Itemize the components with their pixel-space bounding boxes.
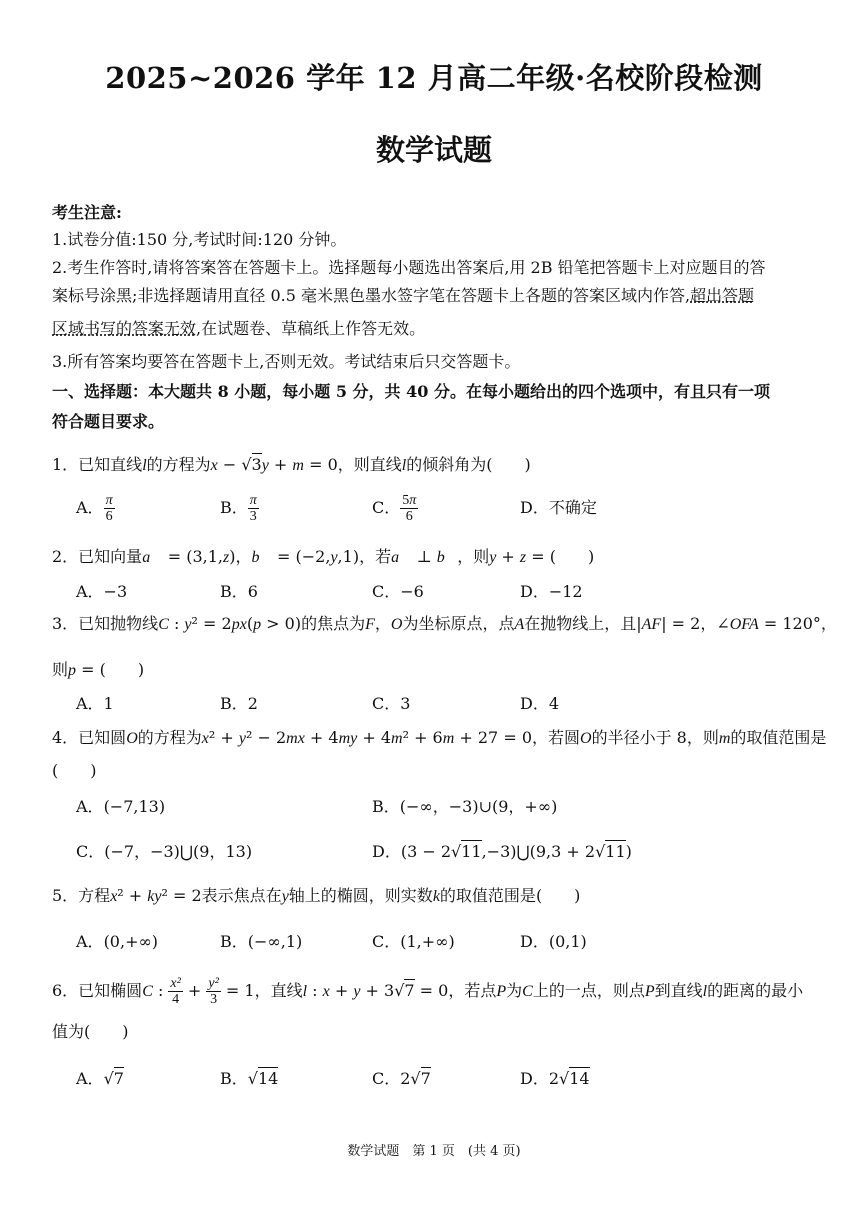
option-label: A． (76, 498, 104, 517)
option-text: (−7，−3)⋃(9，13) (104, 842, 253, 861)
question-text: ，若点 (448, 981, 497, 1000)
answer-blank: ( ) (99, 660, 145, 679)
question-text: ，若 (359, 547, 392, 566)
question-text: 值为 (52, 1022, 85, 1041)
option-label: C． (372, 1069, 401, 1088)
question-6-option-c: C．2√7 (372, 1069, 431, 1088)
question-2-stem: 2．已知向量a⃗ = (3,1,z)，b⃗ = (−2,y,1)，若a⃗ ⊥ b⃗，则y + z = ( ) (52, 547, 595, 566)
exam-subtitle: 数学试题 (375, 133, 492, 167)
question-text: ，则直线 (337, 455, 402, 474)
question-3-option-c: C．3 (372, 694, 411, 713)
option-label: B． (220, 932, 248, 951)
option-text: (1,+∞) (400, 932, 455, 951)
question-6-option-a: A．√7 (76, 1069, 124, 1088)
question-text: 2．已知向量 (52, 547, 143, 566)
answer-blank: ( ) (84, 1022, 129, 1041)
notice-item-2-line-2 (52, 286, 754, 306)
question-text: ，若圆 (532, 728, 581, 747)
question-1-option-a: A． $\frac{\pi}{6}$ (76, 493, 113, 524)
question-text: 的焦点为 (301, 614, 366, 633)
question-text: 则 (52, 660, 69, 679)
question-text: 4．已知圆 (52, 728, 127, 747)
question-text: 的取值范围是 (730, 728, 827, 747)
question-3-option-a: A．1 (76, 694, 114, 713)
notice-item-2-line-1: 2.考生作答时,请将答案答在答题卡上。选择题每小题选出答案后,用 2B 铅笔把答题卡上对应题目的答 (52, 258, 766, 277)
question-1-stem: 1．已知直线l的方程为x − √3y + m = 0，则直线l的倾斜角为( ) (52, 455, 531, 474)
option-label: B． (372, 797, 400, 816)
option-text: (−∞,1) (247, 932, 303, 951)
option-label: C． (372, 932, 401, 951)
option-label: D． (520, 498, 549, 517)
question-text: 到直线 (654, 981, 703, 1000)
question-5-option-d (520, 932, 587, 952)
option-text: (−7,13) (103, 797, 166, 816)
option-label: D． (520, 932, 549, 951)
question-5-option-a (76, 932, 158, 952)
question-4-answer-blank: ( ) (52, 761, 97, 780)
question-4-option-a (76, 797, 165, 817)
notice-heading: 考生注意: (52, 203, 122, 222)
question-6-stem-line-2 (52, 1022, 129, 1042)
notice-item-2-line-3-text: ,在试题卷、草稿纸上作答无效。 (196, 319, 426, 338)
question-text: 为坐标原点，点 (402, 614, 515, 633)
option-label: D． (372, 842, 401, 861)
question-3-stem-line-2: 则p = ( ) (52, 660, 145, 679)
question-text: 5．方程 (52, 886, 111, 905)
question-5-stem: 5．方程x² + ky² = 2表示焦点在y轴上的椭圆，则实数k的取值范围是( ) (52, 886, 581, 905)
option-label: C． (372, 498, 401, 517)
question-text: 的方程为 (146, 455, 211, 474)
option-label: D． (520, 1069, 549, 1088)
notice-item-1: 1.试卷分值:150 分,考试时间:120 分钟。 (52, 230, 347, 249)
option-label: A． (76, 932, 104, 951)
question-text: 在抛物线上，且 (524, 614, 637, 633)
option-text: (0,1) (548, 932, 587, 951)
option-text: (−∞，−3)∪(9，+∞) (399, 797, 558, 816)
notice-emphasis-text: 超出答题 (690, 286, 755, 305)
question-1-option-c: C． $\frac{5\pi}{6}$ (372, 493, 417, 524)
notice-item-2-line-2-text: 案标号涂黑;非选择题请用直径 0.5 毫米黑色墨水签字笔在答题卡上各题的答案区域内作答, (52, 286, 691, 305)
question-text: 表示焦点在 (201, 886, 282, 905)
question-text: 的半径小于 8，则 (591, 728, 719, 747)
option-label: B． (220, 1069, 248, 1088)
option-label: A． (76, 1069, 104, 1088)
question-3-stem: 3．已知抛物线C : y² = 2px(p > 0)的焦点为F，O为坐标原点，点A在抛物线上，且|AF| = 2，∠OFA = 120°， (52, 614, 837, 633)
question-2-option-c: C．−6 (372, 582, 424, 601)
section-1-heading-line-2: 符合题目要求。 (52, 412, 165, 431)
question-text: ，则 (457, 547, 490, 566)
question-2-option-b: B．6 (220, 582, 258, 601)
answer-blank: ( ) (535, 886, 581, 905)
question-text: 1．已知直线 (52, 455, 143, 474)
question-4-option-c (76, 842, 252, 862)
question-3-option-d: D．4 (520, 694, 560, 713)
question-4-option-b (372, 797, 557, 817)
notice-emphasis-text-2: 区域书写的答案无效 (52, 319, 197, 338)
question-text: 的距离的最小 (707, 981, 804, 1000)
question-2-option-d: D．−12 (520, 582, 583, 601)
question-2-option-a: A．−3 (76, 582, 128, 601)
question-4-option-d: D．(3 − 2√11,−3)⋃(9,3 + 2√11) (372, 842, 632, 861)
option-text: 不确定 (548, 498, 597, 517)
question-text: 轴上的椭圆，则实数 (288, 886, 433, 905)
question-6-option-d: D．2√14 (520, 1069, 590, 1088)
question-4-stem: 4．已知圆O的方程为x² + y² − 2mx + 4my + 4m² + 6m + 27 = 0，若圆O的半径小于 8，则m的取值范围是 (52, 728, 827, 747)
question-1-option-b: B． $\frac{\pi}{3}$ (220, 493, 257, 524)
question-text: ，直线 (254, 981, 303, 1000)
option-label: B． (220, 498, 248, 517)
exam-title: 2025~2026 学年 12 月高二年级·名校阶段检测 (105, 61, 763, 95)
answer-blank: ( ) (486, 455, 531, 474)
question-6-option-b: B．√14 (220, 1069, 279, 1088)
option-text: (0,+∞) (103, 932, 159, 951)
question-text: 的方程为 (137, 728, 202, 747)
question-text: 的取值范围是 (439, 886, 536, 905)
question-6-stem: 6．已知椭圆C : $\frac{\text{x²}}{4}$ + $\frac{\text{y²}}{3}$ = 1，直线l : x + y + 3√7 = 0，若点P为C上的一点，则点P到直线l的距离的最小 (52, 976, 804, 1007)
question-text: 3．已知抛物线 (52, 614, 159, 633)
question-3-option-b: B．2 (220, 694, 258, 713)
question-text: 上的一点，则点 (532, 981, 645, 1000)
page-footer: 数学试题 第 1 页 (共 4 页) (347, 1144, 521, 1159)
notice-item-2-line-3 (52, 319, 425, 339)
question-5-option-b (220, 932, 302, 952)
question-text: 为 (506, 981, 523, 1000)
question-5-option-c (372, 932, 455, 952)
question-text: 的倾斜角为 (406, 455, 487, 474)
option-label: C． (76, 842, 105, 861)
question-1-option-d (520, 498, 597, 518)
section-1-heading: 一、选择题：本大题共 8 小题，每小题 5 分，共 40 分。在每小题给出的四个选项中，有且只有一项 (52, 382, 770, 401)
question-text: 6．已知椭圆 (52, 981, 143, 1000)
notice-item-3: 3.所有答案均要答在答题卡上,否则无效。考试结束后只交答题卡。 (52, 352, 521, 371)
option-label: A． (76, 797, 104, 816)
answer-blank: ( ) (549, 547, 595, 566)
